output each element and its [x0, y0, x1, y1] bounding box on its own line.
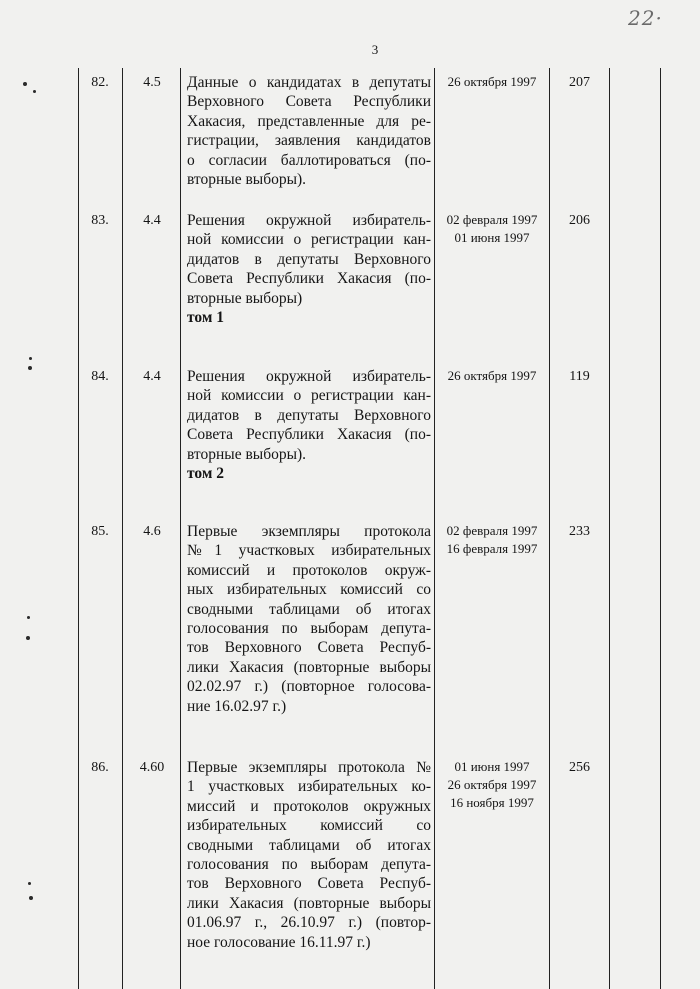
- item-dates: [436, 522, 548, 558]
- title-line: Решения окружной избиратель-: [187, 368, 431, 385]
- sheet-count: 206: [569, 213, 590, 228]
- column-border: [609, 68, 610, 989]
- title-line: ное голосование 16.11.97 г.): [187, 933, 371, 951]
- page-number: 3: [371, 42, 379, 57]
- sheet-count: 256: [569, 760, 590, 775]
- binder-mark: [29, 896, 33, 900]
- row-number: 83.: [91, 213, 109, 228]
- item-title: [187, 211, 431, 327]
- row-number: 86.: [91, 760, 109, 775]
- title-line: о согласии баллотироваться (по-: [187, 151, 431, 169]
- title-line: дидатов в депутаты Верховного: [187, 406, 431, 424]
- title-line: ной комиссии о регистрации кан-: [187, 231, 431, 249]
- title-line: избирательных комиссий со: [187, 817, 431, 835]
- title-line: вторные выборы).: [187, 171, 307, 189]
- title-line: комиссий и протоколов окруж-: [187, 561, 431, 579]
- title-line: Первые экземпляры протокола: [187, 523, 431, 540]
- column-border: [180, 68, 181, 989]
- date-entry: 16 февраля 1997: [446, 541, 538, 556]
- binder-mark: [23, 82, 27, 86]
- column-border: [434, 68, 435, 989]
- title-line: лики Хакасия (повторные выборы: [187, 658, 431, 676]
- title-line: вторные выборы).: [187, 445, 307, 463]
- title-line: 01.06.97 г., 26.10.97 г.) (повтор-: [187, 914, 431, 932]
- handwritten-sheet-number: 22·: [628, 6, 663, 30]
- volume-label: том 2: [187, 465, 225, 483]
- binder-mark: [26, 636, 30, 640]
- item-dates: [436, 73, 548, 91]
- date-entry: 16 ноября 1997: [450, 795, 534, 810]
- title-line: Совета Республики Хакасия (по-: [187, 270, 431, 288]
- binder-mark: [28, 366, 32, 370]
- index-code: 4.6: [143, 524, 161, 539]
- binder-mark: [27, 616, 30, 619]
- column-border: [122, 68, 123, 989]
- title-line: Решения окружной избиратель-: [187, 212, 431, 229]
- item-title: [187, 367, 431, 483]
- binder-mark: [33, 90, 36, 93]
- item-dates: [436, 758, 548, 812]
- date-entry: 01 июня 1997: [454, 230, 530, 245]
- date-entry: 26 октября 1997: [447, 777, 537, 792]
- item-title: [187, 73, 431, 189]
- column-border: [660, 68, 661, 989]
- index-code: 4.4: [143, 213, 161, 228]
- title-line: Первые экземпляры протокола №: [187, 759, 431, 776]
- sheet-count: 207: [569, 75, 590, 90]
- index-code: 4.60: [139, 760, 165, 775]
- title-line: голосования по выборам депута-: [187, 856, 431, 874]
- date-entry: 26 октября 1997: [447, 368, 537, 383]
- date-entry: 01 июня 1997: [454, 759, 530, 774]
- title-line: тов Верховного Совета Респуб-: [187, 639, 431, 657]
- row-number: 85.: [91, 524, 109, 539]
- title-line: 1 участковых избирательных ко-: [187, 778, 431, 796]
- title-line: голосования по выборам депута-: [187, 620, 431, 638]
- title-line: 02.02.97 г.) (повторное голосова-: [187, 678, 431, 696]
- item-title: [187, 522, 431, 716]
- item-dates: [436, 367, 548, 385]
- sheet-count: 233: [569, 524, 590, 539]
- volume-label: том 1: [187, 309, 225, 327]
- index-code: 4.5: [143, 75, 161, 90]
- title-line: дидатов в депутаты Верховного: [187, 250, 431, 268]
- title-line: сводными таблицами об итогах: [187, 600, 431, 618]
- title-line: Верховного Совета Республики: [187, 93, 431, 111]
- title-line: Данные о кандидатах в депутаты: [187, 74, 431, 91]
- item-dates: [436, 211, 548, 247]
- binder-mark: [29, 357, 32, 360]
- title-line: ной комиссии о регистрации кан-: [187, 387, 431, 405]
- item-title: [187, 758, 431, 952]
- binder-mark: [28, 882, 31, 885]
- date-entry: 02 февраля 1997: [446, 212, 538, 227]
- title-line: сводными таблицами об итогах: [187, 836, 431, 854]
- column-border: [549, 68, 550, 989]
- title-line: Совета Республики Хакасия (по-: [187, 426, 431, 444]
- title-line: ние 16.02.97 г.): [187, 697, 287, 715]
- title-line: гистрации, заявления кандидатов: [187, 132, 431, 150]
- sheet-count: 119: [569, 369, 590, 384]
- title-line: лики Хакасия (повторные выборы: [187, 894, 431, 912]
- row-number: 82.: [91, 75, 109, 90]
- date-entry: 02 февраля 1997: [446, 523, 538, 538]
- title-line: вторные выборы): [187, 289, 303, 307]
- index-code: 4.4: [143, 369, 161, 384]
- title-line: миссий и протоколов окружных: [187, 797, 431, 815]
- title-line: тов Верховного Совета Респуб-: [187, 875, 431, 893]
- title-line: Хакасия, представленные для ре-: [187, 112, 431, 130]
- date-entry: 26 октября 1997: [447, 74, 537, 89]
- title-line: ных избирательных комиссий со: [187, 581, 431, 599]
- title-line: №1 участковых избирательных: [187, 542, 431, 560]
- row-number: 84.: [91, 369, 109, 384]
